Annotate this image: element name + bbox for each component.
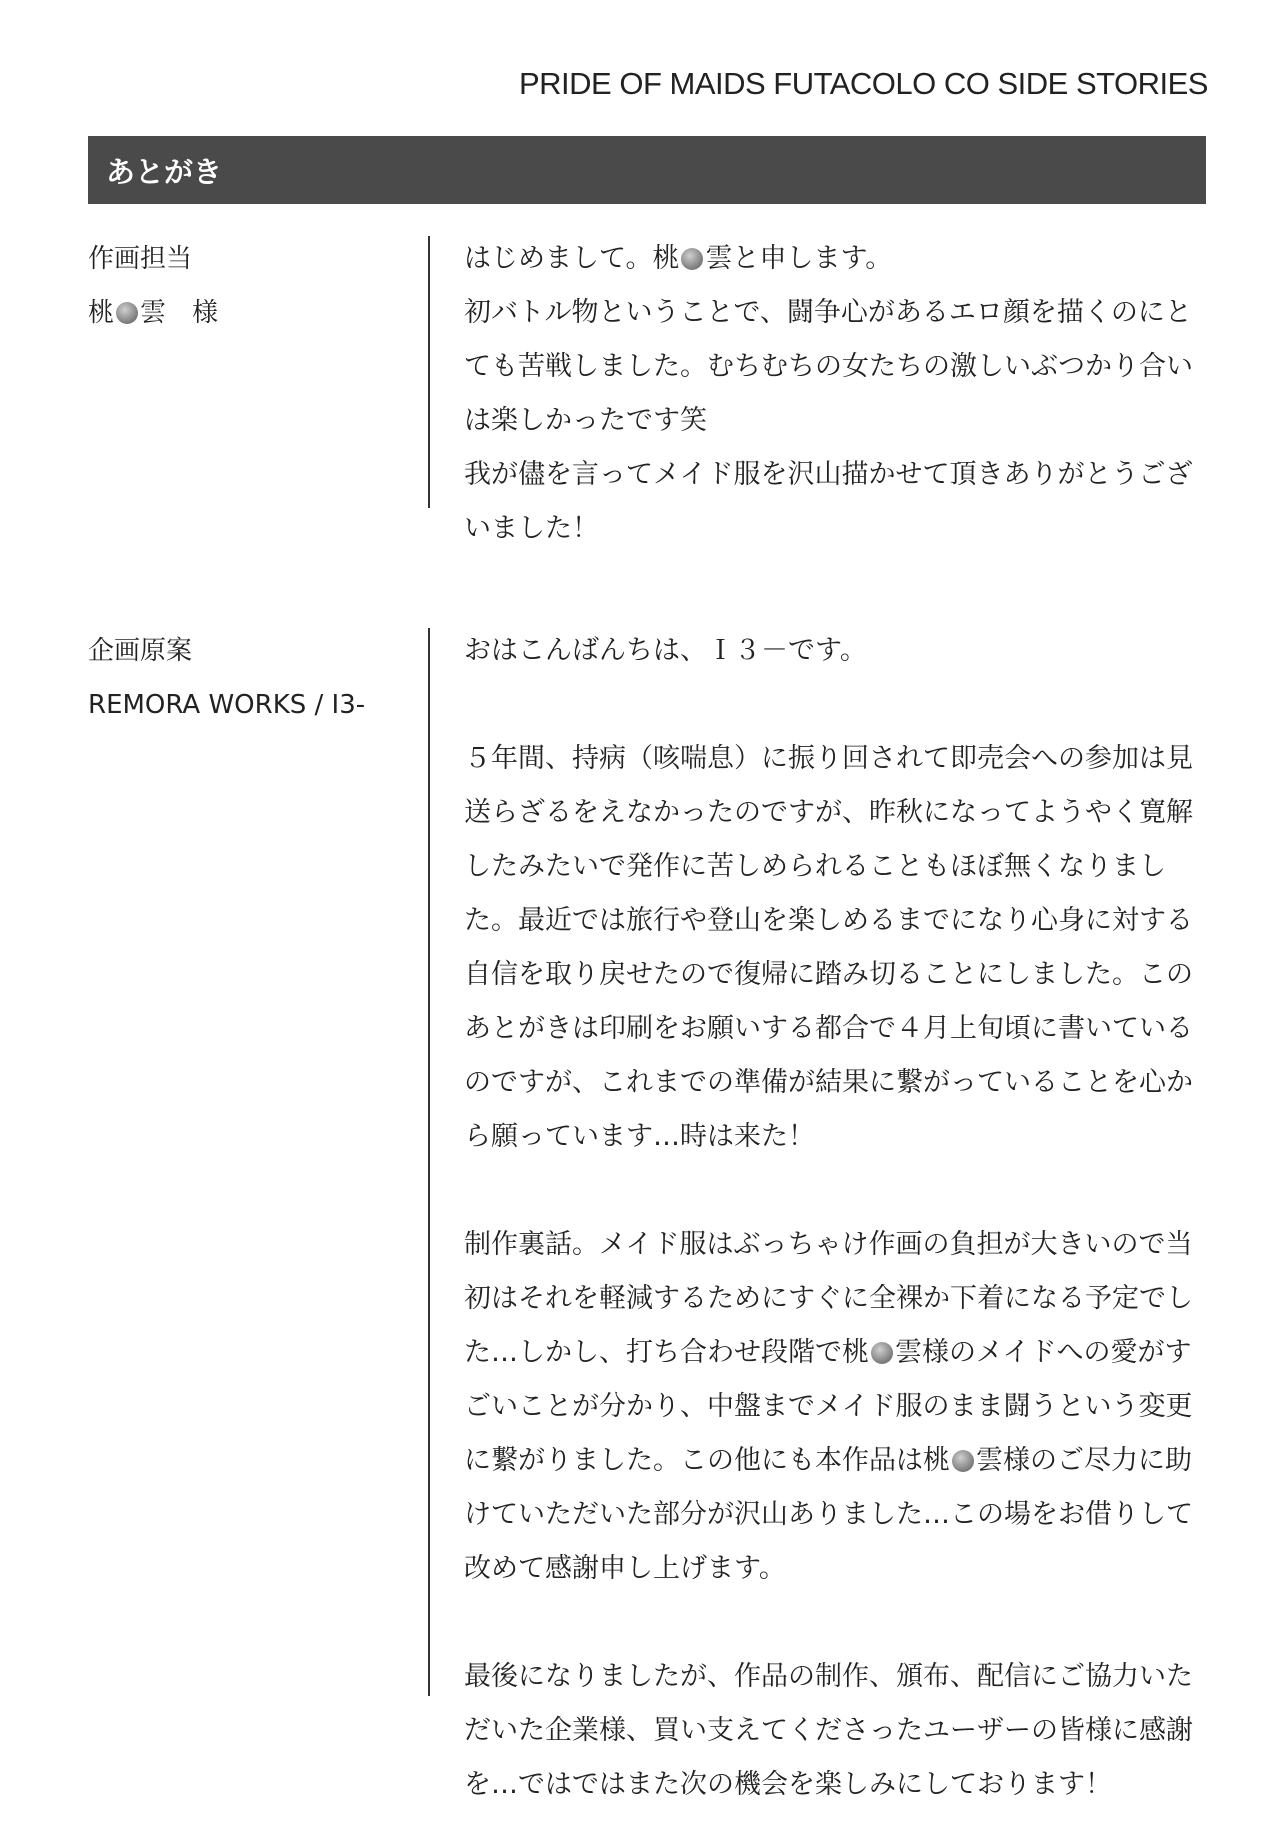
- afterword-paragraph: 最後になりましたが、作品の制作、頒布、配信にご協力いただいた企業様、買い支えてくださったユーザーの皆様に感謝を…ではではまた次の機会を楽しみにしております！: [464, 1661, 1193, 1800]
- paragraph-gap: [464, 1164, 1214, 1218]
- running-header-title: PRIDE OF MAIDS FUTACOLO CO SIDE STORIES: [518, 66, 1208, 101]
- text-part: 雲様のご尽力に助けていただいた部分が沢山ありました…この場をお借りして改めて感謝申し上げます。: [464, 1445, 1193, 1584]
- credit-role: 企画原案: [88, 636, 193, 666]
- afterword-paragraph: おはこんばんちは、Ｉ３－です。: [464, 635, 867, 666]
- credit-label-column: [88, 232, 408, 340]
- credit-role: 作画担当: [88, 244, 193, 274]
- afterword-body: [464, 624, 1214, 1812]
- peach-icon: [116, 302, 138, 324]
- text-part: 雲と申します。: [705, 243, 893, 274]
- afterword-paragraph: 初バトル物ということで、闘争心があるエロ顔を描くのにとても苦戦しました。むちむちの女たちの激しいぶつかり合いは楽しかったです笑: [464, 297, 1193, 436]
- text-part: はじめまして。桃: [464, 243, 680, 274]
- column-divider: [428, 236, 430, 508]
- peach-icon: [871, 1342, 893, 1364]
- credit-name-part: 雲 様: [140, 298, 219, 328]
- peach-icon: [681, 248, 703, 270]
- afterword-body: [464, 232, 1214, 556]
- column-divider: [428, 628, 430, 1696]
- text-part: 制作裏話。メイド服はぶっちゃけ作画の負担が大きいので当初はそれを軽減するためにすぐに全裸か下着になる予定でした…しかし、打ち合わせ段階で桃: [464, 1229, 1193, 1368]
- banner-title: あとがき: [106, 155, 223, 189]
- text-part: 雲様のメイドへの愛がすごいことが分かり、中盤までメイド服のまま闘うという変更に繋がりました。この他にも本作品は桃: [464, 1337, 1193, 1476]
- afterword-paragraph: [464, 1218, 1214, 1596]
- afterword-paragraph: ５年間、持病（咳喘息）に振り回されて即売会への参加は見送らざるをえなかったのですが、昨秋になってようやく寛解したみたいで発作に苦しめられることもほぼ無くなりました。最近では旅行や登山を楽しめるまでになり心身に対する自信を取り戻せたので復帰に踏み切ることにしました。このあとがきは印刷をお願いする都合で４月上旬頃に書いているのですが、これまでの準備が結果に繋がっていることを心から願っています…時は来た！: [464, 743, 1193, 1152]
- credit-label-column: [88, 624, 408, 732]
- afterword-paragraph: 我が儘を言ってメイド服を沢山描かせて頂きありがとうございました！: [464, 459, 1193, 544]
- afterword-paragraph: [464, 232, 1214, 286]
- credit-name: [88, 286, 408, 340]
- paragraph-gap: [464, 1596, 1214, 1650]
- paragraph-gap: [464, 678, 1214, 732]
- credit-name-part: 桃: [88, 298, 115, 328]
- peach-icon: [952, 1450, 974, 1472]
- section-banner: [88, 136, 1206, 204]
- credit-name: REMORA WORKS / I3-: [88, 690, 366, 720]
